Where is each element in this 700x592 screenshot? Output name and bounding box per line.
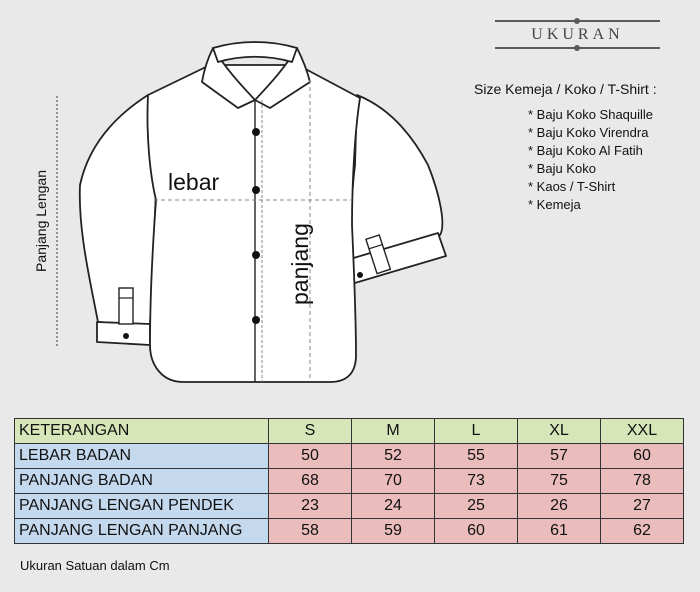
collar-band — [213, 42, 297, 62]
list-item: * Baju Koko Virendra — [528, 124, 653, 142]
cell-value: 27 — [601, 494, 684, 519]
cell-value: 50 — [269, 444, 352, 469]
list-item: * Kemeja — [528, 196, 653, 214]
left-cuff-placket — [119, 288, 133, 324]
header-s: S — [269, 419, 352, 444]
left-sleeve — [80, 95, 156, 325]
panjang-label: panjang — [287, 223, 313, 305]
cell-value: 58 — [269, 519, 352, 544]
size-info-list — [528, 106, 653, 214]
cell-value: 60 — [435, 519, 518, 544]
header-l: L — [435, 419, 518, 444]
cell-value: 70 — [352, 469, 435, 494]
table-header-row — [15, 419, 684, 444]
size-table — [14, 418, 684, 544]
cell-value: 78 — [601, 469, 684, 494]
list-item: * Baju Koko — [528, 160, 653, 178]
cell-value: 57 — [518, 444, 601, 469]
header-m: M — [352, 419, 435, 444]
cell-value: 59 — [352, 519, 435, 544]
header-keterangan: KETERANGAN — [15, 419, 269, 444]
row-label: LEBAR BADAN — [15, 444, 269, 469]
header-xxl: XXL — [601, 419, 684, 444]
cell-value: 55 — [435, 444, 518, 469]
table-row — [15, 444, 684, 469]
cell-value: 23 — [269, 494, 352, 519]
brand-name: UKURAN — [531, 26, 624, 43]
cell-value: 62 — [601, 519, 684, 544]
cell-value: 52 — [352, 444, 435, 469]
cell-value: 61 — [518, 519, 601, 544]
brand-logo — [495, 14, 660, 54]
row-label: PANJANG LENGAN PANJANG — [15, 519, 269, 544]
cell-value: 73 — [435, 469, 518, 494]
unit-footnote: Ukuran Satuan dalam Cm — [20, 558, 170, 573]
shirt-diagram — [0, 0, 470, 400]
size-info-title: Size Kemeja / Koko / T-Shirt : — [474, 81, 657, 97]
left-cuff — [97, 322, 150, 345]
header-xl: XL — [518, 419, 601, 444]
cell-value: 75 — [518, 469, 601, 494]
cell-value: 25 — [435, 494, 518, 519]
table-row — [15, 494, 684, 519]
cell-value: 60 — [601, 444, 684, 469]
shirt-body — [147, 65, 360, 382]
cell-value: 26 — [518, 494, 601, 519]
panjang-lengan-label: Panjang Lengan — [33, 170, 49, 272]
table-row — [15, 519, 684, 544]
table-row — [15, 469, 684, 494]
list-item: * Baju Koko Shaquille — [528, 106, 653, 124]
row-label: PANJANG BADAN — [15, 469, 269, 494]
lebar-label: lebar — [168, 169, 220, 195]
cell-value: 24 — [352, 494, 435, 519]
list-item: * Baju Koko Al Fatih — [528, 142, 653, 160]
row-label: PANJANG LENGAN PENDEK — [15, 494, 269, 519]
list-item: * Kaos / T-Shirt — [528, 178, 653, 196]
cell-value: 68 — [269, 469, 352, 494]
